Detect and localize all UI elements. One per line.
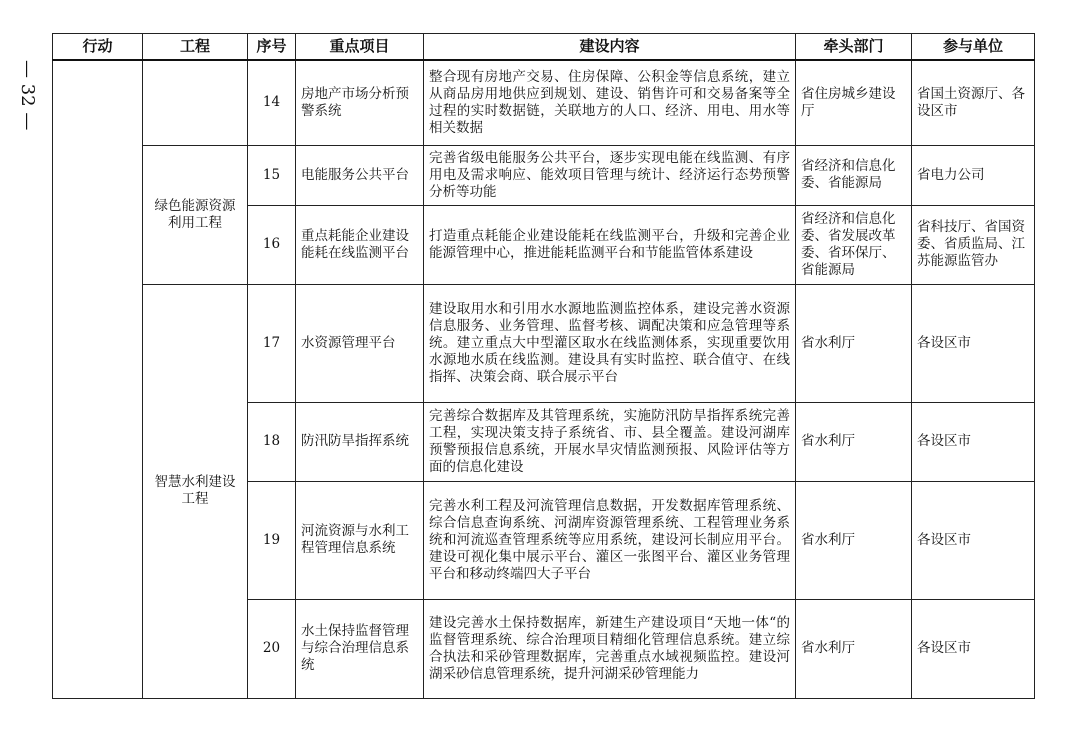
participants: 省科技厅、省国资委、省质监局、江苏能源监管办 xyxy=(912,205,1035,284)
table-row xyxy=(53,145,1035,205)
row-number: 18 xyxy=(248,402,296,481)
col-header-number: 序号 xyxy=(248,34,296,61)
project-name: 防汛防旱指挥系统 xyxy=(296,402,424,481)
engineering-cell: 绿色能源资源利用工程 xyxy=(143,145,248,284)
action-cell xyxy=(53,60,143,698)
lead-dept: 省水利厅 xyxy=(796,402,912,481)
lead-dept: 省水利厅 xyxy=(796,481,912,599)
project-name: 水土保持监督管理与综合治理信息系统 xyxy=(296,599,424,698)
engineering-cell: 智慧水利建设工程 xyxy=(143,284,248,698)
project-name: 房地产市场分析预警系统 xyxy=(296,60,424,145)
table-header-row xyxy=(53,34,1035,61)
page-number: — 32 — xyxy=(17,60,38,131)
participants: 各设区市 xyxy=(912,599,1035,698)
participants: 省电力公司 xyxy=(912,145,1035,205)
participants: 各设区市 xyxy=(912,284,1035,402)
project-content: 建设取用水和引用水水源地监测监控体系，建设完善水资源信息服务、业务管理、监督考核、调配决策和应急管理等系统。建立重点大中型灌区取水在线监测体系，实现重要饮用水源地水质在线监测。建设具有实时监控、联合值守、在线指挥、决策会商、联合展示平台 xyxy=(424,284,796,402)
lead-dept: 省水利厅 xyxy=(796,284,912,402)
col-header-action: 行动 xyxy=(53,34,143,61)
row-number: 19 xyxy=(248,481,296,599)
lead-dept: 省经济和信息化委、省能源局 xyxy=(796,145,912,205)
participants: 各设区市 xyxy=(912,402,1035,481)
project-name: 河流资源与水利工程管理信息系统 xyxy=(296,481,424,599)
row-number: 15 xyxy=(248,145,296,205)
engineering-cell xyxy=(143,60,248,145)
row-number: 14 xyxy=(248,60,296,145)
project-name: 重点耗能企业建设能耗在线监测平台 xyxy=(296,205,424,284)
project-content: 完善省级电能服务公共平台，逐步实现电能在线监测、有序用电及需求响应、能效项目管理与统计、经济运行态势预警分析等功能 xyxy=(424,145,796,205)
project-content: 打造重点耗能企业建设能耗在线监测平台，升级和完善企业能源管理中心，推进能耗监测平台和节能监管体系建设 xyxy=(424,205,796,284)
col-header-content: 建设内容 xyxy=(424,34,796,61)
project-content: 完善综合数据库及其管理系统，实施防汛防旱指挥系统完善工程，实现决策支持子系统省、市、县全覆盖。建设河湖库预警预报信息系统，开展水旱灾情监测预报、风险评估等方面的信息化建设 xyxy=(424,402,796,481)
col-header-key-project: 重点项目 xyxy=(296,34,424,61)
lead-dept: 省经济和信息化委、省发展改革委、省环保厅、省能源局 xyxy=(796,205,912,284)
lead-dept: 省水利厅 xyxy=(796,599,912,698)
key-projects-table xyxy=(52,33,1035,699)
lead-dept: 省住房城乡建设厅 xyxy=(796,60,912,145)
col-header-engineering: 工程 xyxy=(143,34,248,61)
project-name: 水资源管理平台 xyxy=(296,284,424,402)
project-name: 电能服务公共平台 xyxy=(296,145,424,205)
table-row xyxy=(53,60,1035,145)
row-number: 20 xyxy=(248,599,296,698)
col-header-participants: 参与单位 xyxy=(912,34,1035,61)
participants: 各设区市 xyxy=(912,481,1035,599)
project-content: 整合现有房地产交易、住房保障、公积金等信息系统，建立从商品房用地供应到规划、建设、销售许可和交易备案等全过程的实时数据链，关联地方的人口、经济、用电、用水等相关数据 xyxy=(424,60,796,145)
participants: 省国土资源厅、各设区市 xyxy=(912,60,1035,145)
col-header-lead-dept: 牵头部门 xyxy=(796,34,912,61)
project-content: 完善水利工程及河流管理信息数据，开发数据库管理系统、综合信息查询系统、河湖库资源管理系统、工程管理业务系统和河流巡查管理系统等应用系统，建设河长制应用平台。建设可视化集中展示平台、灌区一张图平台、灌区业务管理平台和移动终端四大子平台 xyxy=(424,481,796,599)
project-content: 建设完善水土保持数据库，新建生产建设项目“天地一体“的监督管理系统、综合治理项目精细化管理信息系统。建立综合执法和采砂管理数据库，完善重点水域视频监控。建设河湖采砂信息管理系统，提升河湖采砂管理能力 xyxy=(424,599,796,698)
row-number: 17 xyxy=(248,284,296,402)
row-number: 16 xyxy=(248,205,296,284)
table-row xyxy=(53,284,1035,402)
